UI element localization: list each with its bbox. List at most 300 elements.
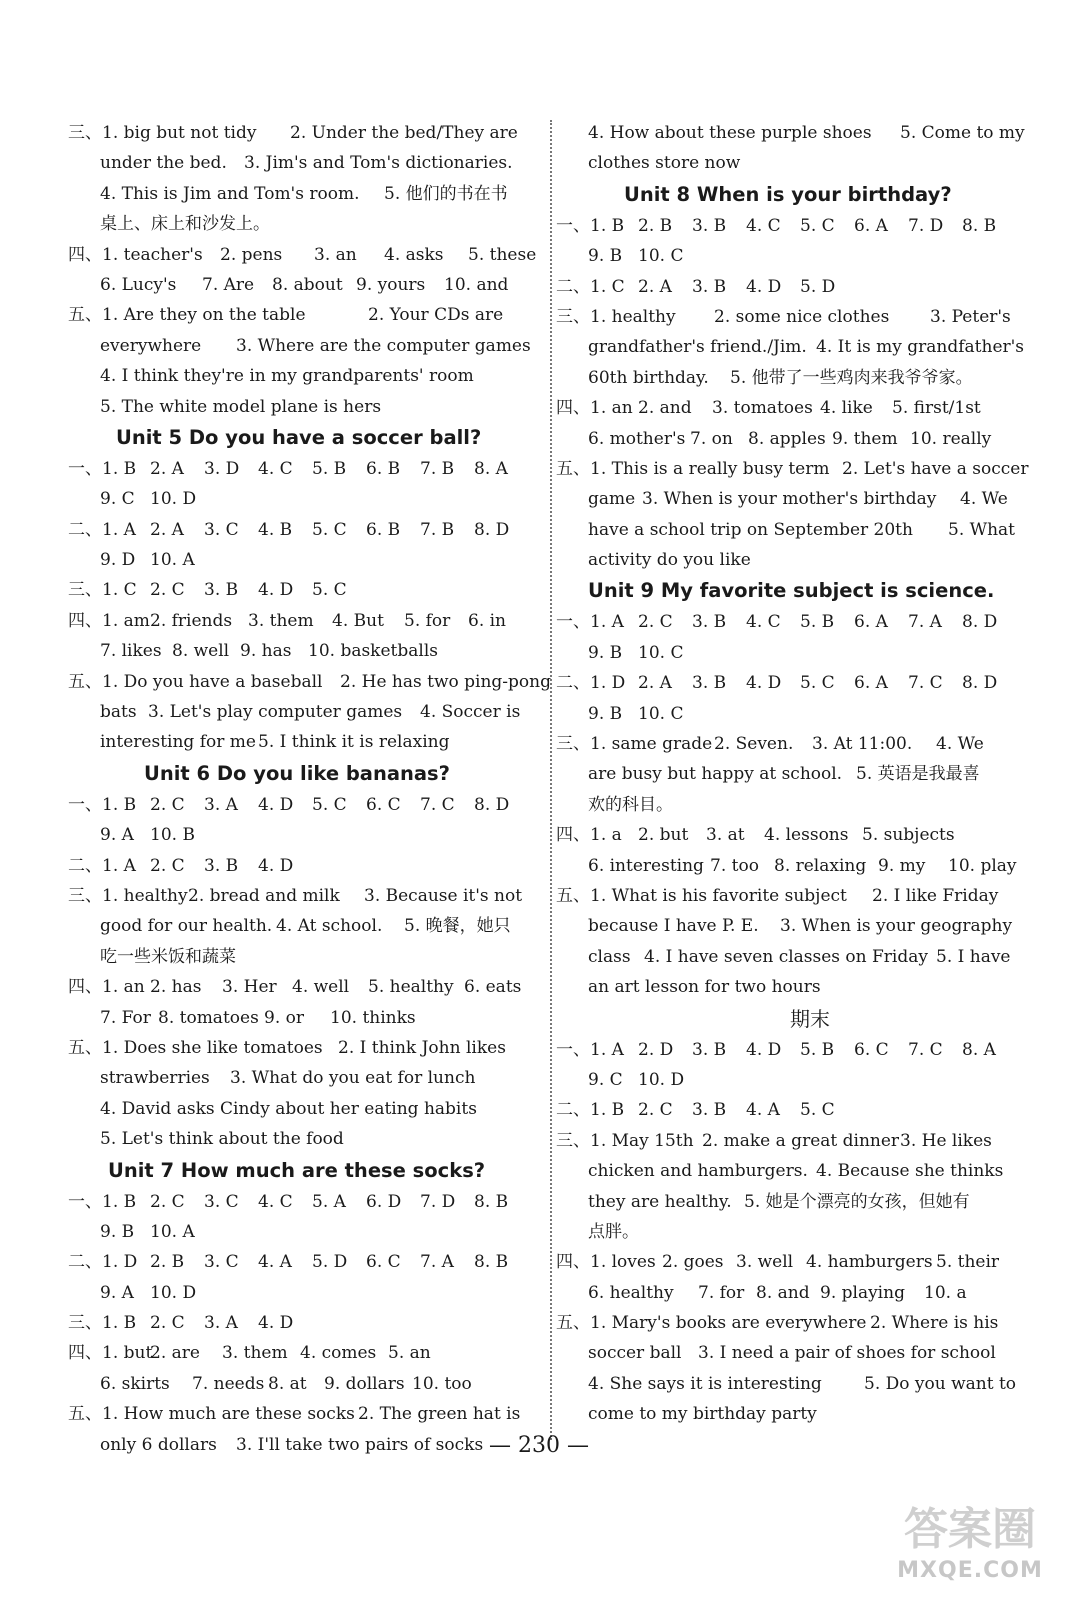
answer-text: because I have P. E. — [588, 916, 759, 937]
answer-line — [556, 393, 1040, 423]
answer-line — [580, 148, 1040, 178]
answer-text: 9. yours — [356, 274, 426, 295]
answer-text: an art lesson for two hours — [588, 977, 821, 998]
answer-text: 五、1. Are they on the table — [68, 305, 306, 326]
answer-line — [68, 209, 528, 239]
answer-text: under the bed. — [100, 153, 227, 174]
answer-text: 60th birthday. — [588, 367, 709, 388]
answer-text: 6. A — [854, 612, 888, 633]
answer-text: 3. At 11:00. — [812, 734, 913, 755]
answer-line — [68, 911, 528, 941]
answer-line — [580, 1187, 1040, 1217]
answer-text: 6. B — [366, 458, 401, 479]
answer-text: 一、1. A — [556, 1039, 624, 1060]
answer-line — [556, 1035, 1040, 1065]
answer-text: 5. an — [388, 1343, 431, 1364]
answer-line — [556, 1247, 1040, 1277]
answer-text: 4. C — [746, 612, 781, 633]
answer-line — [68, 881, 528, 911]
answer-text: 10. thinks — [330, 1007, 416, 1028]
answer-text: 2. C — [150, 580, 185, 601]
answer-text: 二、1. A — [68, 519, 136, 540]
answer-line — [68, 1187, 528, 1217]
answer-line — [68, 1063, 528, 1093]
answer-line — [68, 1094, 528, 1124]
answer-text: bats — [100, 702, 137, 723]
answer-text: 4. well — [292, 977, 350, 998]
answer-text: 10. play — [948, 855, 1017, 876]
answer-text: 6. A — [854, 215, 888, 236]
answer-text: 5. Come to my — [900, 123, 1025, 143]
answer-text: 3. at — [706, 825, 745, 846]
answer-text: 9. dollars — [324, 1373, 405, 1394]
answer-text: 10. D — [638, 1069, 685, 1090]
answer-line — [68, 1003, 528, 1033]
answer-text: 5. Let's think about the food — [100, 1129, 344, 1150]
answer-text: 2. C — [638, 612, 673, 633]
answer-line — [68, 1369, 528, 1399]
answer-text: 2. The green hat is — [358, 1404, 521, 1425]
answer-text: 5. subjects — [862, 825, 955, 846]
answer-line — [556, 454, 1040, 484]
answer-text: 8. D — [962, 612, 998, 633]
answer-text: 10. C — [638, 642, 684, 663]
answer-line — [68, 300, 528, 330]
answer-text: 7. D — [908, 215, 944, 236]
answer-line — [580, 638, 1040, 668]
answer-line — [556, 272, 1040, 302]
answer-text: 2. pens — [220, 244, 283, 265]
answer-text: 2. C — [150, 794, 185, 815]
answer-text: 8. D — [962, 673, 998, 694]
answer-text: 四、1. an — [68, 977, 145, 998]
section-heading: 期末 — [790, 1006, 830, 1031]
answer-text: 4. C — [746, 215, 781, 236]
answer-text: 一、1. A — [556, 612, 624, 633]
answer-text: 四、1. an — [556, 398, 633, 419]
answer-text: 一、1. B — [68, 458, 137, 479]
answer-text: 10. A — [150, 1221, 195, 1242]
answer-text: 3. B — [204, 580, 239, 601]
answer-text: 7. A — [908, 612, 942, 633]
answer-text: good for our health. — [100, 916, 273, 937]
watermark-glyph: 答案圈 — [904, 1504, 1036, 1555]
answer-text: 五、1. This is a really busy term — [556, 458, 830, 479]
unit-heading: Unit 5 Do you have a soccer ball? — [116, 425, 482, 449]
answer-text: 10. A — [150, 550, 195, 571]
answer-text: 5. their — [936, 1252, 1000, 1273]
answer-text: 4. David asks Cindy about her eating habits — [100, 1098, 477, 1119]
answer-text: 3. C — [204, 519, 239, 540]
answer-text: 8. D — [474, 794, 510, 815]
answer-text: 8. D — [474, 519, 510, 540]
answer-line — [580, 1338, 1040, 1368]
answer-line — [580, 363, 1040, 393]
answer-text: 5. 英语是我最喜 — [856, 764, 980, 785]
answer-text: 8. B — [962, 215, 997, 236]
answer-text: 9. A — [100, 1282, 134, 1303]
answer-text: 8. well — [172, 641, 230, 662]
answer-text: 2. Your CDs are — [368, 305, 504, 326]
answer-text: 3. B — [692, 215, 727, 236]
answer-text: 3. D — [204, 458, 240, 479]
answer-text: 2. but — [638, 825, 689, 846]
answer-text: 4. asks — [384, 244, 444, 265]
answer-line — [68, 790, 528, 820]
answer-text: 4. D — [746, 276, 782, 297]
answer-text: 3. Jim's and Tom's dictionaries. — [244, 153, 513, 174]
answer-text: 10. C — [638, 703, 684, 724]
answer-text: 4. D — [258, 1313, 294, 1334]
answer-text: 8. apples — [748, 428, 826, 449]
answer-text: 5. 他带了一些鸡肉来我爷爷家。 — [730, 367, 973, 388]
answer-line — [580, 1217, 1040, 1247]
answer-line — [68, 1217, 528, 1247]
answer-text: 10. D — [150, 1282, 197, 1303]
answer-text: 桌上、床上和沙发上。 — [100, 214, 270, 235]
answer-text: 9. has — [240, 641, 292, 662]
answer-text: 5. B — [800, 1039, 835, 1060]
answer-text: 4. We — [960, 489, 1008, 510]
answer-line — [68, 454, 528, 484]
answer-text: 3. B — [692, 673, 727, 694]
answer-text: 二、1. A — [68, 855, 136, 876]
answer-text: 7. B — [420, 458, 455, 479]
answer-text: 三、1. healthy — [68, 885, 188, 906]
answer-line — [580, 545, 1040, 575]
answer-text: 8. at — [268, 1373, 307, 1394]
answer-line — [68, 361, 528, 391]
answer-text: 4. This is Jim and Tom's room. — [100, 183, 360, 204]
answer-text: 5. A — [312, 1191, 346, 1212]
answer-text: 9. A — [100, 825, 134, 846]
answer-text: 4. D — [746, 1039, 782, 1060]
unit-heading: Unit 7 How much are these socks? — [108, 1158, 486, 1182]
unit-heading: Unit 6 Do you like bananas? — [144, 761, 450, 785]
answer-line — [68, 972, 528, 1002]
answer-line — [68, 636, 528, 666]
answer-text: 9. or — [264, 1007, 304, 1028]
answer-text: 6. Lucy's — [100, 274, 177, 295]
answer-text: 欢的科目。 — [588, 794, 673, 815]
answer-text: 6. C — [366, 1252, 401, 1273]
answer-text: 3. I need a pair of shoes for school — [698, 1343, 996, 1364]
answer-text: 2. C — [150, 1313, 185, 1334]
answer-text: 五、1. Do you have a baseball — [68, 671, 323, 692]
answer-text: 3. B — [692, 1100, 727, 1121]
answer-text: 8. A — [962, 1039, 996, 1060]
answer-text: 3. A — [204, 1313, 238, 1334]
answer-text: 四、1. teacher's — [68, 244, 203, 265]
answer-line — [580, 484, 1040, 514]
answer-text: 8. B — [474, 1252, 509, 1273]
answer-text: 9. C — [588, 1069, 623, 1090]
answer-text: 2. A — [150, 458, 184, 479]
answer-text: 一、1. B — [68, 794, 137, 815]
answer-text: 2. I like Friday — [872, 885, 999, 906]
answer-text: 8. B — [474, 1191, 509, 1212]
answer-line — [580, 1369, 1040, 1399]
answer-text: 二、1. D — [556, 673, 626, 694]
answer-text: 3. Her — [222, 977, 277, 998]
answer-line — [68, 148, 528, 178]
right-column — [556, 118, 1040, 1430]
answer-text: 6. skirts — [100, 1373, 170, 1394]
answer-text: 四、1. but — [68, 1343, 153, 1364]
answer-text: 5. C — [800, 1100, 835, 1121]
answer-text: 3. Let's play computer games — [148, 702, 403, 723]
answer-line — [580, 1065, 1040, 1095]
answer-line — [68, 851, 528, 881]
answer-line — [580, 851, 1040, 881]
answer-text: 4. Soccer is — [420, 702, 521, 723]
answer-line — [68, 1033, 528, 1063]
answer-text: strawberries — [100, 1068, 210, 1089]
answer-line — [68, 942, 528, 972]
answer-text: 6. B — [366, 519, 401, 540]
answer-text: 4. Because she thinks — [816, 1161, 1004, 1182]
column-divider — [550, 120, 552, 1440]
answer-text: 吃一些米饭和蔬菜 — [100, 946, 236, 967]
answer-text: 2. bread and milk — [188, 885, 340, 906]
answer-text: 4. At school. — [276, 916, 383, 937]
answer-text: 五、1. How much are these socks — [68, 1404, 355, 1425]
answer-text: 7. too — [710, 855, 759, 876]
answer-text: 6. C — [854, 1039, 889, 1060]
answer-text: 2. has — [150, 977, 202, 998]
answer-text: 四、1. loves — [556, 1252, 656, 1273]
answer-text: activity do you like — [588, 550, 751, 571]
answer-text: 10. a — [924, 1282, 967, 1303]
answer-line — [68, 1124, 528, 1154]
answer-line — [580, 972, 1040, 1002]
answer-text: 五、1. What is his favorite subject — [556, 885, 847, 906]
answer-text: 三、1. healthy — [556, 306, 676, 327]
answer-line — [580, 759, 1040, 789]
answer-text: 8. about — [272, 274, 343, 295]
answer-line — [580, 515, 1040, 545]
answer-line — [68, 331, 531, 361]
answer-text: 2. C — [150, 855, 185, 876]
answer-line — [556, 211, 1040, 241]
answer-text: 3. Because it's not — [364, 885, 523, 906]
answer-text: 8. tomatoes — [158, 1007, 259, 1028]
answer-text: 5. B — [312, 458, 347, 479]
answer-text: 3. B — [204, 855, 239, 876]
answer-line — [68, 1338, 528, 1368]
answer-text: 8. relaxing — [774, 855, 867, 876]
answer-text: 5. C — [800, 673, 835, 694]
answer-text: 3. them — [222, 1343, 288, 1364]
answer-text: 6. interesting — [588, 855, 704, 876]
answer-text: 3. them — [248, 610, 314, 631]
answer-text: 3. What do you eat for lunch — [230, 1068, 476, 1089]
answer-text: 3. When is your mother's birthday — [642, 489, 937, 510]
answer-text: 6. mother's — [588, 428, 686, 449]
answer-line — [68, 392, 528, 422]
answer-line — [68, 240, 537, 270]
answer-text: 3. When is your geography — [780, 916, 1013, 937]
answer-line — [580, 1399, 1040, 1429]
answer-text: 9. B — [588, 246, 623, 267]
answer-text: 5. What — [948, 519, 1016, 540]
answer-text: 2. Let's have a soccer — [842, 458, 1029, 479]
answer-line — [68, 1278, 528, 1308]
answer-line — [68, 270, 528, 300]
answer-text: 二、1. B — [556, 1100, 625, 1121]
answer-text: 3. well — [736, 1252, 794, 1273]
answer-text: 2. and — [638, 398, 692, 419]
answer-line — [580, 911, 1040, 941]
answer-text: 3. He likes — [900, 1130, 992, 1151]
answer-text: 二、1. C — [556, 276, 625, 297]
answer-text: 10. really — [910, 428, 992, 449]
answer-text: 4. D — [746, 673, 782, 694]
answer-text: 9. them — [832, 428, 898, 449]
answer-line — [68, 484, 528, 514]
answer-text: 8. and — [756, 1282, 810, 1303]
answer-text: 6. D — [366, 1191, 402, 1212]
answer-text: 10. C — [638, 246, 684, 267]
answer-text: only 6 dollars — [100, 1434, 217, 1455]
watermark-logo — [880, 1500, 1060, 1590]
answer-text: 10. and — [444, 274, 509, 295]
answer-text: 2. C — [150, 1191, 185, 1212]
answer-line — [580, 790, 1040, 820]
answer-text: 五、1. Does she like tomatoes — [68, 1037, 323, 1058]
answer-text: 9. B — [100, 1221, 135, 1242]
answer-line — [68, 820, 528, 850]
answer-text: 2. D — [638, 1039, 674, 1060]
answer-text: 2. Under the bed/They are — [290, 123, 518, 143]
answer-text: 6. eats — [464, 977, 522, 998]
answer-line — [556, 881, 1040, 911]
unit-heading: Unit 9 My favorite subject is science. — [588, 579, 995, 603]
answer-text: are busy but happy at school. — [588, 764, 843, 785]
answer-text: 5. I think it is relaxing — [258, 732, 450, 753]
answer-text: 6. in — [468, 610, 507, 631]
answer-text: have a school trip on September 20th — [588, 519, 913, 540]
answer-line — [556, 820, 1040, 850]
answer-text: 5. B — [800, 612, 835, 633]
answer-line — [580, 1156, 1040, 1186]
answer-text: 三、1. same grade — [556, 734, 713, 755]
answer-text: 4. D — [258, 855, 294, 876]
answer-text: 2. are — [150, 1343, 200, 1364]
answer-text: 点胖。 — [588, 1221, 639, 1242]
answer-text: 三、1. B — [68, 1313, 137, 1334]
answer-text: 4. like — [820, 398, 873, 419]
answer-text: 7. For — [100, 1007, 151, 1028]
answer-text: 10. too — [412, 1373, 472, 1394]
answer-text: 4. C — [258, 458, 293, 479]
answer-line — [580, 424, 1040, 454]
answer-text: 4. We — [936, 734, 984, 755]
answer-line — [556, 729, 1040, 759]
answer-text: everywhere — [100, 335, 202, 356]
answer-text: 2. C — [638, 1100, 673, 1121]
answer-line — [556, 1126, 1040, 1156]
answer-text: 4. D — [258, 580, 294, 601]
answer-text: 6. C — [366, 794, 401, 815]
answer-line — [68, 667, 551, 697]
answer-text: 3. A — [204, 794, 238, 815]
answer-text: 5. 他们的书在书 — [384, 183, 508, 204]
answer-text: 4. A — [258, 1252, 292, 1273]
answer-text: 5. first/1st — [892, 398, 981, 419]
answer-text: 7. on — [690, 428, 733, 449]
answer-text: 7. C — [908, 1039, 943, 1060]
answer-text: 四、1. a — [556, 825, 622, 846]
answer-text: game — [588, 489, 636, 510]
answer-line — [580, 118, 1040, 148]
answer-text: 三、1. C — [68, 580, 137, 601]
answer-line — [556, 1308, 1040, 1338]
answer-text: 3. B — [692, 612, 727, 633]
answer-text: 5. C — [312, 794, 347, 815]
answer-line — [68, 179, 528, 209]
answer-text: 7. likes — [100, 641, 162, 662]
answer-text: 4. hamburgers — [806, 1252, 933, 1273]
answer-text: 2. some nice clothes — [714, 306, 890, 327]
answer-line — [556, 668, 1040, 698]
answer-text: 10. D — [150, 489, 197, 510]
page-number: — 230 — — [489, 1433, 589, 1458]
answer-text: 5. D — [312, 1252, 348, 1273]
answer-text: 5. C — [800, 215, 835, 236]
answer-text: 4. She says it is interesting — [588, 1373, 822, 1394]
answer-text: 2. B — [150, 1252, 185, 1273]
answer-text: 8. A — [474, 458, 508, 479]
answer-text: 5. C — [312, 580, 347, 601]
answer-text: 6. A — [854, 673, 888, 694]
answer-text: 三、1. May 15th — [556, 1130, 694, 1151]
answer-line — [68, 118, 528, 148]
answer-text: 2. goes — [662, 1252, 724, 1273]
answer-text: 3. tomatoes — [712, 398, 813, 419]
answer-text: 7. B — [420, 519, 455, 540]
answer-line — [580, 699, 1040, 729]
answer-text: 5. healthy — [368, 977, 454, 998]
answer-text: 2. B — [638, 215, 673, 236]
answer-text: 4. I think they're in my grandparents' room — [100, 366, 474, 387]
answer-text: 7. needs — [192, 1373, 265, 1394]
answer-text: class — [588, 946, 631, 967]
answer-text: 2. A — [638, 673, 672, 694]
answer-text: they are healthy. — [588, 1191, 732, 1212]
answer-text: 3. C — [204, 1191, 239, 1212]
answer-line — [556, 607, 1040, 637]
answer-line — [68, 1247, 528, 1277]
answer-text: 5. these — [468, 244, 537, 265]
answer-text: 4. A — [746, 1100, 780, 1121]
answer-text: 2. make a great dinner — [702, 1130, 900, 1151]
answer-text: 2. I think John likes — [338, 1037, 506, 1058]
answer-text: 7. C — [420, 794, 455, 815]
answer-text: clothes store now — [588, 153, 741, 174]
answer-line — [68, 606, 528, 636]
answer-text: 3. B — [692, 1039, 727, 1060]
answer-text: 2. He has two ping-pong — [340, 671, 551, 692]
answer-text: 3. an — [314, 244, 357, 265]
answer-text: 3. Peter's — [930, 306, 1011, 327]
answer-line — [580, 332, 1040, 362]
answer-line — [556, 302, 1040, 332]
answer-text: 5. I have — [936, 946, 1011, 967]
answer-text: 9. B — [588, 703, 623, 724]
answer-text: 一、1. B — [68, 1191, 137, 1212]
answer-text: 5. C — [312, 519, 347, 540]
